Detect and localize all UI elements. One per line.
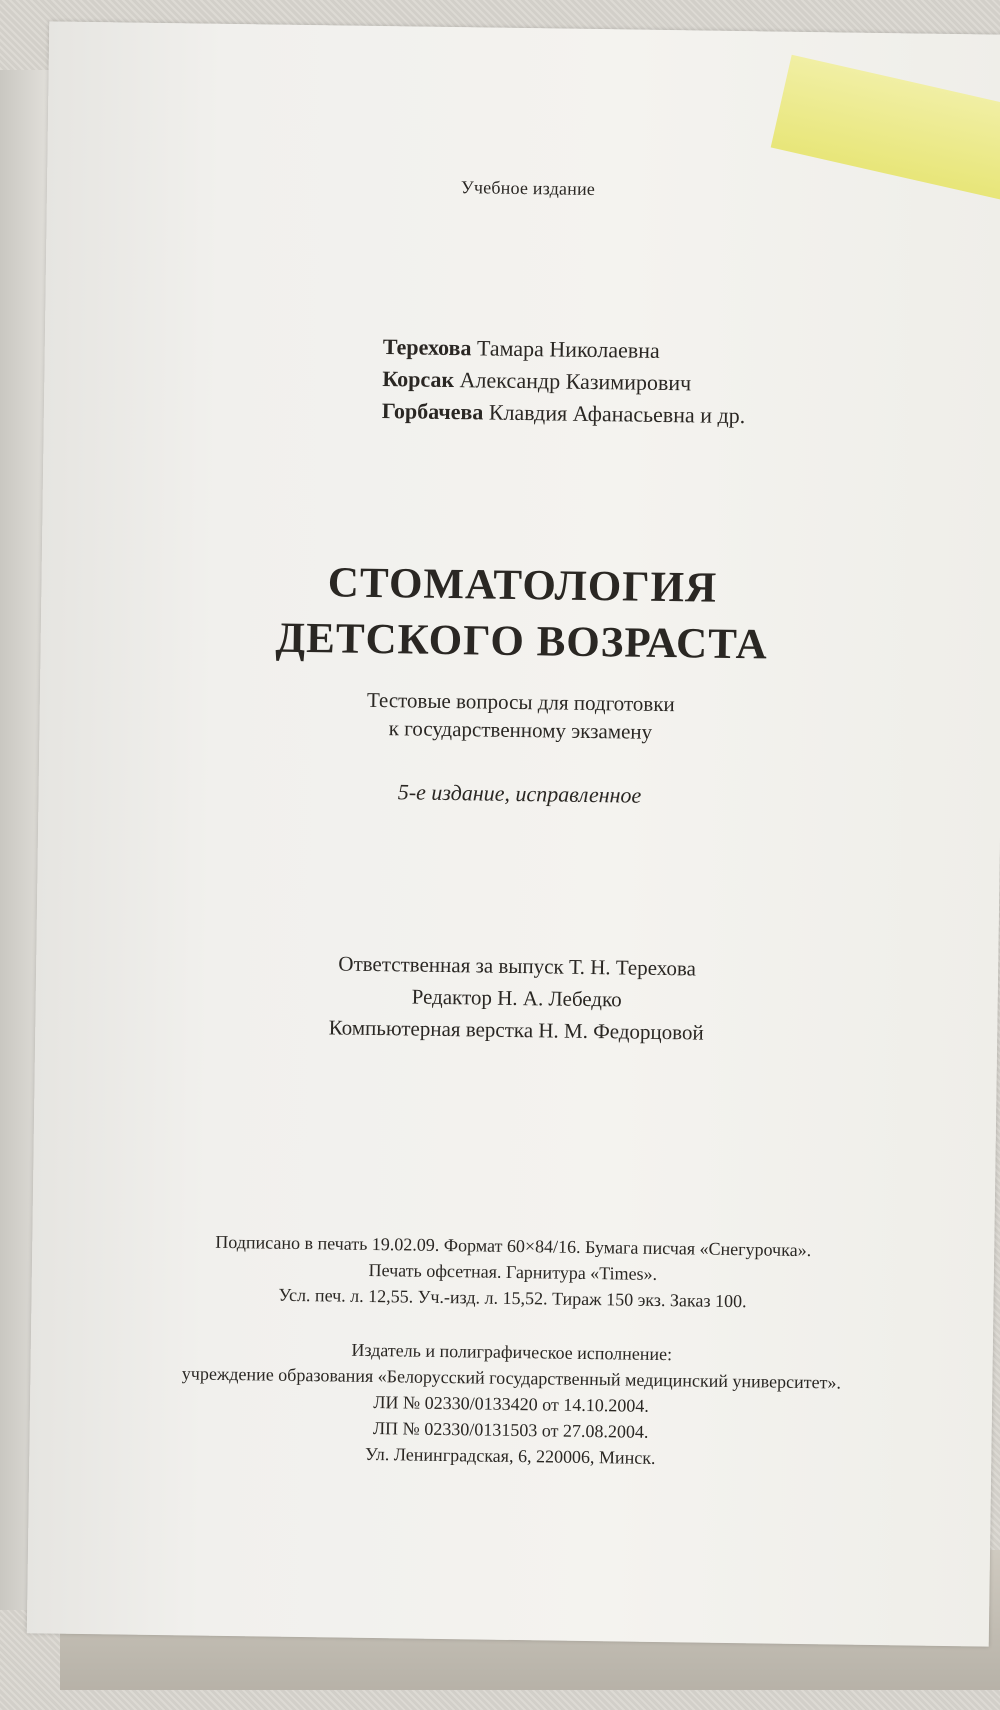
subtitle-line: к государственному экзамену xyxy=(388,716,653,744)
book-title xyxy=(40,551,1000,676)
author-surname: Горбачева xyxy=(381,398,484,425)
publisher-info xyxy=(29,1332,993,1475)
edition-note: 5-е издание, исправленное xyxy=(397,779,642,808)
author-given-names: Александр Казимирович xyxy=(459,367,692,396)
title-line: ДЕТСКОГО ВОЗРАСТА xyxy=(275,614,769,669)
print-info-line: Усл. печ. л. 12,55. Уч.-изд. л. 15,52. Тираж 150 экз. Заказ 100. xyxy=(278,1284,747,1312)
author-line xyxy=(382,395,746,432)
print-info-line: Подписано в печать 19.02.09. Формат 60×84/16. Бумага писчая «Снегурочка». xyxy=(215,1231,812,1261)
author-surname: Терехова xyxy=(382,334,472,361)
publisher-line: ЛП № 02330/0131503 от 27.08.2004. xyxy=(372,1418,649,1442)
subtitle-line: Тестовые вопросы для подготовки xyxy=(366,687,675,717)
credit-line: Редактор Н. А. Лебедко xyxy=(411,984,622,1012)
publisher-line: ЛИ № 02330/0133420 от 14.10.2004. xyxy=(373,1392,649,1416)
credit-line: Компьютерная верстка Н. М. Федорцовой xyxy=(328,1015,704,1045)
print-info xyxy=(31,1226,994,1317)
title-line: СТОМАТОЛОГИЯ xyxy=(327,559,718,612)
book-subtitle xyxy=(39,681,1000,750)
publisher-line: учреждение образования «Белорусский государственный медицинский университет». xyxy=(181,1363,842,1393)
author-given-names: Тамара Николаевна xyxy=(476,335,660,363)
author-line xyxy=(382,363,746,400)
book-page xyxy=(27,21,1000,1646)
author-line xyxy=(383,331,747,368)
publisher-line: Ул. Ленинградская, 6, 220006, Минск. xyxy=(364,1443,656,1468)
print-info-line: Печать офсетная. Гарнитура «Times». xyxy=(368,1259,658,1284)
page-content xyxy=(27,21,1000,1646)
credits xyxy=(35,943,998,1052)
authors-list xyxy=(382,331,747,432)
author-surname: Корсак xyxy=(382,366,455,393)
edition-type: Учебное издание xyxy=(460,177,596,199)
author-given-names: Клавдия Афанасьевна и др. xyxy=(488,399,746,429)
credit-line: Ответственная за выпуск Т. Н. Терехова xyxy=(338,951,697,981)
publisher-line: Издатель и полиграфическое исполнение: xyxy=(351,1339,673,1365)
